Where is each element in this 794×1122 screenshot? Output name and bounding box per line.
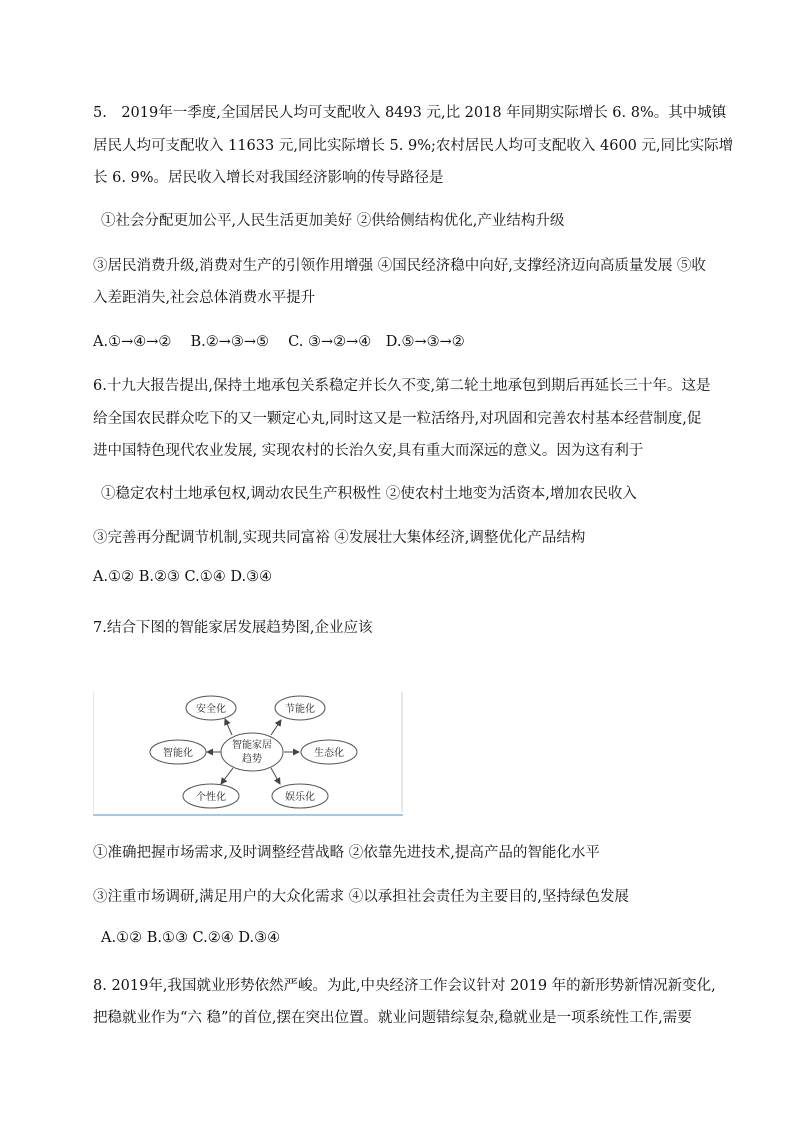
q5-stem-line-3: 长 6. 9%。居民收入增长对我国经济影响的传导路径是 (93, 170, 444, 186)
q8-stem-line-2: 把稳就业作为“六 稳”的首位,摆在突出位置。就业问题错综复杂,稳就业是一项系统性工作,需要 (93, 1010, 692, 1026)
diagram-center-node (221, 733, 283, 771)
diagram-node-personalized (183, 784, 239, 808)
q6-options-line-1: ①稳定农村土地承包权,调动农民生产积极性 ②使农村土地变为活资本,增加农民收入 (101, 486, 637, 502)
q5-options-line-3: 入差距消失,社会总体消费水平提升 (93, 290, 316, 306)
q6-answer-choices: A.①② B.②③ C.①④ D.③④ (93, 569, 273, 585)
diagram-node-safety (186, 696, 236, 720)
svg-text:智能化: 智能化 (163, 748, 193, 759)
diagram-node-energy-saving (275, 696, 325, 720)
q6-stem-line-2: 给全国农民群众吃下的又一颗定心丸,同时这又是一粒活络丹,对巩固和完善农村基本经营制度,促 (93, 411, 702, 427)
q5-stem-line-1: 5. 2019年一季度,全国居民人均可支配收入 8493 元,比 2018 年同期实际增长 6. 8%。其中城镇 (93, 105, 727, 121)
q7-options-line-1: ①准确把握市场需求,及时调整经营战略 ②依靠先进技术,提高产品的智能化水平 (93, 845, 600, 861)
diagram-node-ecological (301, 740, 357, 764)
q7-stem-line-1: 7.结合下图的智能家居发展趋势图,企业应该 (93, 620, 373, 636)
smart-home-trend-diagram (93, 692, 403, 820)
q5-options-line-1: ①社会分配更加公平,人民生活更加美好 ②供给侧结构优化,产业结构升级 (101, 213, 565, 229)
diagram-node-intelligent (150, 740, 206, 764)
q5-options-line-2: ③居民消费升级,消费对生产的引领作用增强 ④国民经济稳中向好,支撑经济迈向高质量发展 ⑤收 (93, 258, 706, 274)
q8-stem-line-1: 8. 2019年,我国就业形势依然严峻。为此,中央经济工作会议针对 2019 年的新形势新情况新变化, (93, 978, 716, 994)
svg-text:安全化: 安全化 (196, 704, 226, 715)
svg-text:节能化: 节能化 (285, 704, 315, 715)
q5-answer-choices: A.①→④→② B.②→③→⑤ C. ③→②→④ D.⑤→③→② (93, 334, 465, 350)
svg-text:生态化: 生态化 (314, 748, 344, 759)
q7-options-line-2: ③注重市场调研,满足用户的大众化需求 ④以承担社会责任为主要目的,坚持绿色发展 (93, 889, 629, 905)
q5-stem-line-2: 居民人均可支配收入 11633 元,同比实际增长 5. 9%;农村居民人均可支配收入 4600 元,同比实际增 (93, 138, 734, 154)
svg-text:个性化: 个性化 (196, 792, 226, 803)
q7-answer-choices: A.①② B.①③ C.②④ D.③④ (101, 930, 281, 946)
diagram-node-entertainment (272, 784, 328, 808)
q6-options-line-2: ③完善再分配调节机制,实现共同富裕 ④发展壮大集体经济,调整优化产品结构 (93, 530, 586, 546)
q6-stem-line-3: 进中国特色现代农业发展, 实现农村的长治久安,具有重大而深远的意义。因为这有利于 (93, 443, 644, 459)
q6-stem-line-1: 6.十九大报告提出,保持土地承包关系稳定并长久不变,第二轮土地承包到期后再延长三十年。这是 (93, 378, 711, 394)
svg-text:娱乐化: 娱乐化 (285, 792, 315, 803)
center-label-line-2: 趋势 (242, 754, 262, 765)
center-label-line-1: 智能家居 (232, 740, 272, 751)
